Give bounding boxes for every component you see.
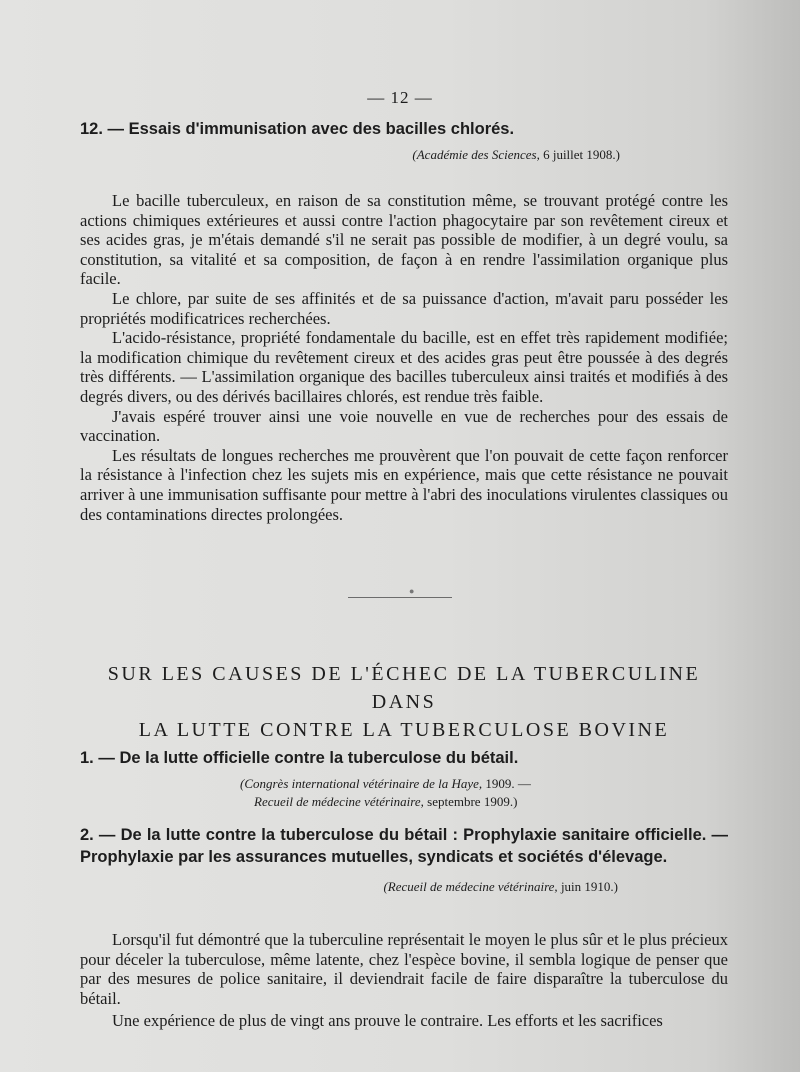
item-1-title: De la lutte officielle contre la tuberculose du bétail. [119,749,519,767]
item-2-body [80,930,728,1031]
paragraph: Une expérience de plus de vingt ans prouve le contraire. Les efforts et les sacrifices [112,1011,663,1031]
section-12-number: 12. — [80,120,125,138]
section-12-citation-source: (Académie des Sciences, [412,147,540,162]
separator-ornament: ● [409,586,415,596]
item-2-title: De la lutte contre la tuberculose du bétail : Prophylaxie sanitaire officielle. — Prophylaxie par les assurances mutuelles, syndicats et sociétés d'élevage. [80,826,728,866]
paragraph: Les résultats de longues recherches me prouvèrent que l'on pouvait de cette façon renforcer la résistance à l'infection chez les sujets mis en expérience, mais que cette résistance ne pouvait arriver à une immunisation suffisante pour mettre à l'abri des inoculations virulentes classiques ou des contaminations directes prolongées. [80,445,728,524]
item-2-citation-date: juin 1910.) [560,879,618,894]
item-2-citation-source: (Recueil de médecine vétérinaire, [383,879,558,894]
item-1-citation-date-2: septembre 1909.) [427,794,518,809]
item-1-number: 1. — [80,749,115,767]
paragraph: Le chlore, par suite de ses affinités et de sa puissance d'action, m'avait paru posséder les propriétés modificatrices recherchées. [80,288,728,328]
item-1 [80,747,728,811]
paragraph: L'acido-résistance, propriété fondamentale du bacille, est en effet très rapidement modifiée; la modification chimique du revêtement cireux et des acides gras peut être poussée à des degrés très différents. — L'assimilation organique des bacilles tuberculeux ainsi traités et modifiés à des degrés divers, ou des dérivés bacillaires chlorés, est rendue très faible. [80,328,728,406]
section-12 [80,118,728,164]
section-divider [348,597,452,598]
item-1-citation [240,775,728,811]
item-2 [80,824,728,896]
section-12-citation [80,146,728,164]
paragraph: J'avais espéré trouver ainsi une voie nouvelle en vue de recherches pour des essais de vaccination. [80,406,728,446]
item-2-heading [80,824,728,868]
item-1-heading [80,747,728,769]
section-12-body [80,191,728,524]
item-1-citation-date-1: 1909. — [485,776,531,791]
section-12-heading [80,118,728,140]
major-title-line-1: SUR LES CAUSES DE L'ÉCHEC DE LA TUBERCULINE DANS [107,663,701,713]
section-12-title: Essais d'immunisation avec des bacilles chlorés. [128,120,515,138]
item-1-citation-source-1: (Congrès international vétérinaire de la Haye, [240,776,483,791]
major-title-line-2: LA LUTTE CONTRE LA TUBERCULOSE BOVINE [138,719,670,741]
paragraph: Lorsqu'il fut démontré que la tuberculine représentait le moyen le plus sûr et le plus précieux pour déceler la tuberculose, même latente, chez l'espèce bovine, il sembla logique de penser que par des mesures de police sanitaire, il deviendrait facile de faire disparaître la tuberculose du bétail. [80,930,728,1008]
page-number: — 12 — [367,88,433,107]
item-2-citation [80,878,728,896]
paragraph: Le bacille tuberculeux, en raison de sa constitution même, se trouvant protégé contre les actions chimiques extérieures et aussi contre l'action phagocytaire par son revêtement cireux et ses acides gras, je m'étais demandé s'il ne serait pas possible de modifier, à un degré voulu, sa constitution, sa vitalité et sa composition, de façon à en rendre l'assimilation organique plus facile. [80,191,728,289]
item-1-citation-source-2: Recueil de médecine vétérinaire, [254,794,424,809]
item-2-number: 2. — [80,826,116,844]
major-title [80,660,728,744]
section-12-citation-date: 6 juillet 1908.) [543,147,620,162]
